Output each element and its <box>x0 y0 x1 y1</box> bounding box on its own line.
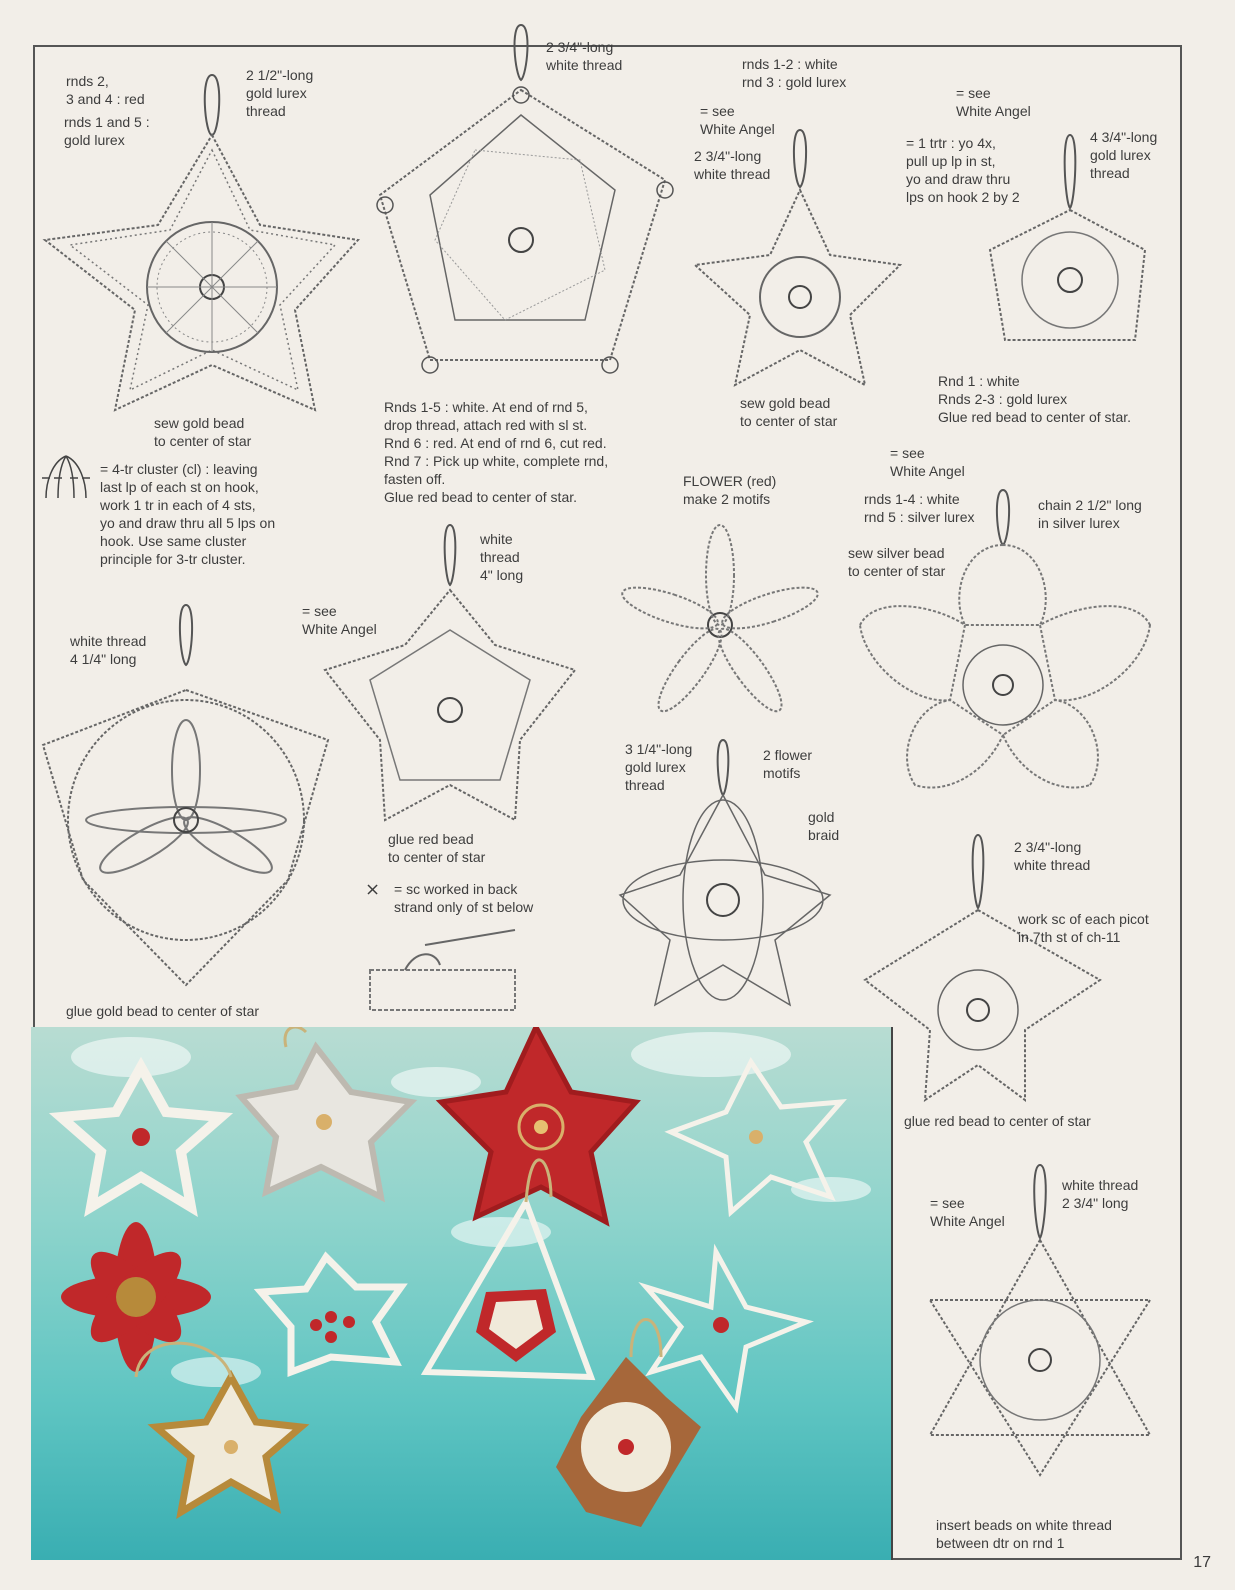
diagram-1-thread-label: 2 1/2"-long gold lurex thread <box>246 67 314 119</box>
diagram-9-thread-label: 2 3/4"-long white thread <box>1014 839 1091 873</box>
diagram-8-motifs-label: 2 flower motifs <box>763 747 813 781</box>
page-number: 17 <box>1193 1554 1211 1571</box>
diagram-3-rounds: rnds 1-2 : white rnd 3 : gold lurex <box>742 56 847 90</box>
diagram-1-rounds-label-2: rnds 1 and 5 : gold lurex <box>64 114 150 148</box>
diagram-7-see-note: = see White Angel <box>302 603 377 637</box>
diagram-3-thread-label: 2 3/4"-long white thread <box>694 148 771 182</box>
diagram-2-thread-label: 2 3/4"-long white thread <box>546 39 623 73</box>
diagram-6-thread-label: white thread 4 1/4" long <box>70 633 147 667</box>
diagram-4-thread-label: 4 3/4"-long gold lurex thread <box>1090 129 1158 181</box>
diagram-1-bead-note: sew gold bead to center of star <box>154 415 252 449</box>
star-diagram-7 <box>315 520 585 830</box>
diagram-7-bead-note: glue red bead to center of star <box>388 831 486 865</box>
diagram-5-see-note: = see White Angel <box>890 445 965 479</box>
diagram-6-bead-note: glue gold bead to center of star <box>66 1003 260 1019</box>
star-diagram-1 <box>40 55 370 425</box>
stitch-swatch-diagram <box>365 925 525 1020</box>
diagram-4-see-note: = see White Angel <box>956 85 1031 119</box>
star-diagram-2 <box>365 20 695 380</box>
diagram-8-braid-label: gold braid <box>808 809 840 843</box>
sc-note: = sc worked in back strand only of st below <box>394 881 534 915</box>
diagram-8-thread-label: 3 1/4"-long gold lurex thread <box>625 741 693 793</box>
diagram-10-beads-note: insert beads on white thread between dtr on rnd 1 <box>936 1517 1112 1551</box>
diagram-4-trtr-note: = 1 trtr : yo 4x, pull up lp in st, yo and draw thru lps on hook 2 by 2 <box>906 135 1020 205</box>
diagram-7-thread-label: white thread 4" long <box>480 531 524 583</box>
diagram-10-see-note: = see White Angel <box>930 1195 1005 1229</box>
diagram-5-bead-note: sew silver bead to center of star <box>848 545 946 579</box>
star-diagram-5 <box>855 485 1160 815</box>
diagram-1-rounds-label: rnds 2, 3 and 4 : red <box>66 73 145 107</box>
diagram-2-instructions: Rnds 1-5 : white. At end of rnd 5, drop thread, attach red with sl st. Rnd 6 : red. At end of rnd 6, cut red. Rnd 7 : Pick up white, complete rnd, fasten off. Glue red bead to center of star. <box>384 399 609 505</box>
diagram-3-bead-note: sew gold bead to center of star <box>740 395 838 429</box>
ornament-shapes <box>31 1027 891 1560</box>
diagram-5-rounds: rnds 1-4 : white rnd 5 : silver lurex <box>864 491 975 525</box>
diagram-9-picot-note: work sc of each picot in 7th st of ch-11 <box>1018 911 1149 945</box>
cluster-symbol-icon <box>42 452 90 502</box>
diagram-10-thread-label: white thread 2 3/4" long <box>1062 1177 1139 1211</box>
diagram-5-chain-label: chain 2 1/2" long in silver lurex <box>1038 497 1142 531</box>
diagram-9-bead-note: glue red bead to center of star <box>904 1113 1091 1129</box>
flower-title: FLOWER (red) make 2 motifs <box>683 473 777 507</box>
cluster-note: = 4-tr cluster (cl) : leaving last lp of each st on hook, work 1 tr in each of 4 sts, yo and draw thru all 5 lps on hook. Use same cluster principle for 3-tr cluster. <box>100 461 276 567</box>
sc-symbol-icon: ⨯ <box>365 879 381 899</box>
flower-diagram <box>615 520 825 730</box>
diagram-3-see-note: = see White Angel <box>700 103 775 137</box>
diagram-4-rounds: Rnd 1 : white Rnds 2-3 : gold lurex Glue red bead to center of star. <box>938 373 1132 425</box>
ornaments-photo <box>31 1027 893 1560</box>
